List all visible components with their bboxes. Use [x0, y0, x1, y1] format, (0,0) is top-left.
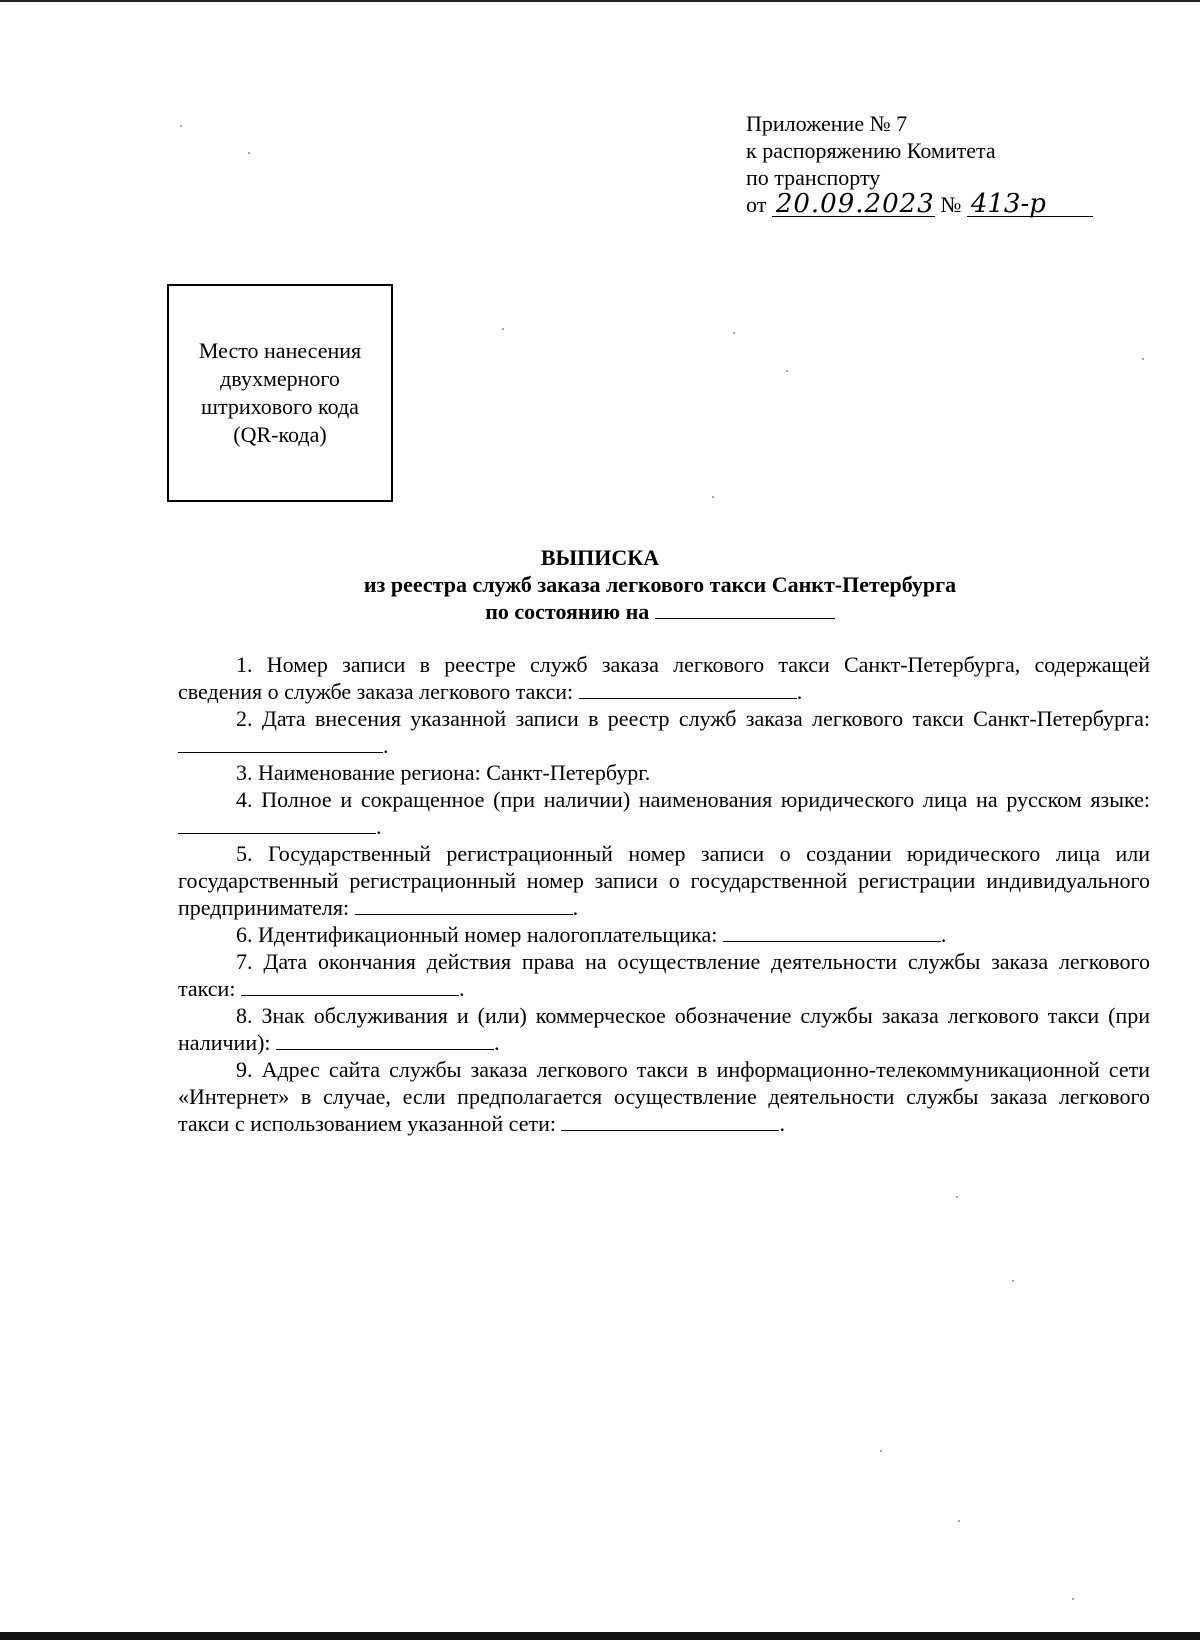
document-body — [178, 651, 1150, 1137]
qr-code-placeholder — [167, 284, 393, 502]
fill-in-blank — [241, 977, 459, 996]
fill-in-blank — [276, 1031, 494, 1050]
fill-in-blank — [579, 680, 797, 699]
item-text: 1. Номер записи в реестре служб заказа легкового такси Санкт-Петербурга, содержащей сведения о службе заказа легкового такси: — [178, 652, 1150, 704]
list-item: 5. Государственный регистрационный номер записи о создании юридического лица или государственный регистрационный номер записи о государственной регистрации индивидуального предпринимателя: . — [178, 841, 1150, 920]
appendix-line-committee: по транспорту — [746, 165, 881, 190]
appendix-line-order: к распоряжению Комитета — [746, 138, 996, 163]
item-text: 7. Дата окончания действия права на осуществление деятельности службы заказа легкового такси: — [178, 949, 1150, 1001]
fill-in-blank — [355, 896, 573, 915]
list-item: 6. Идентификационный номер налогоплательщика: . — [236, 922, 947, 947]
qr-placeholder-line: двухмерного — [220, 366, 340, 391]
list-item: 7. Дата окончания действия права на осуществление деятельности службы заказа легкового такси: . — [178, 949, 1150, 1001]
document-subtitle: из реестра служб заказа легкового такси Санкт-Петербурга — [363, 572, 957, 597]
scan-speck — [880, 1450, 882, 1452]
scan-speck — [1012, 1280, 1014, 1282]
scan-speck — [958, 1520, 960, 1522]
number-label: № — [940, 192, 962, 217]
scan-speck — [180, 125, 182, 127]
page-top-border — [0, 0, 1200, 2]
from-label: от — [746, 192, 767, 217]
as-of-date-blank — [655, 600, 835, 619]
fill-in-blank — [178, 734, 383, 753]
fill-in-blank — [561, 1112, 779, 1131]
item-text: 5. Государственный регистрационный номер записи о создании юридического лица или государственный регистрационный номер записи о государственной регистрации индивидуального предпринимателя: — [178, 841, 1150, 920]
scan-speck — [1142, 358, 1144, 360]
list-item — [178, 759, 1150, 786]
list-item: 4. Полное и сокращенное (при наличии) наименования юридического лица на русском языке: . — [178, 786, 1150, 840]
appendix-date-row — [746, 191, 1093, 218]
qr-placeholder-line: Место нанесения — [198, 338, 362, 363]
qr-placeholder-line: штрихового кода — [201, 394, 359, 419]
item-text: 6. Идентификационный номер налогоплательщика: — [236, 922, 718, 947]
as-of-line — [60, 598, 1200, 625]
page-bottom-border — [0, 1632, 1200, 1640]
handwritten-date: 20.09.2023 — [772, 192, 935, 217]
appendix-title: Приложение № 7 — [746, 111, 908, 136]
scan-speck — [1072, 1598, 1074, 1600]
handwritten-number: 413-р — [967, 192, 1093, 217]
item-text: 4. Полное и сокращенное (при наличии) наименования юридического лица на русском языке: — [236, 787, 1150, 812]
item-text: 9. Адрес сайта службы заказа легкового такси в информационно-телекоммуникационной сети «Интернет» в случае, если предполагается осуществление деятельности службы заказа легкового такси с использованием указанной сети: — [178, 1057, 1150, 1136]
qr-placeholder-line: (QR-кода) — [233, 422, 327, 447]
item-text: 2. Дата внесения указанной записи в реестр служб заказа легкового такси Санкт-Петербурга: — [236, 706, 1150, 731]
fill-in-blank — [178, 815, 376, 834]
scan-speck — [248, 152, 250, 154]
document-title: ВЫПИСКА — [540, 545, 660, 570]
scan-speck — [733, 332, 735, 334]
list-item: 2. Дата внесения указанной записи в реестр служб заказа легкового такси Санкт-Петербурга: . — [178, 705, 1150, 759]
appendix-header — [746, 110, 1093, 218]
item-text: 8. Знак обслуживания и (или) коммерческое обозначение службы заказа легкового такси (при наличии): — [178, 1003, 1150, 1055]
item-text: 3. Наименование региона: Санкт-Петербург. — [236, 760, 651, 785]
scan-speck — [786, 370, 788, 372]
list-item: 1. Номер записи в реестре служб заказа легкового такси Санкт-Петербурга, содержащей сведения о службе заказа легкового такси: . — [178, 652, 1150, 704]
scan-speck — [712, 496, 714, 498]
as-of-label: по состоянию на — [485, 599, 650, 624]
list-item: 8. Знак обслуживания и (или) коммерческое обозначение службы заказа легкового такси (при наличии): . — [178, 1003, 1150, 1055]
list-item: 9. Адрес сайта службы заказа легкового такси в информационно-телекоммуникационной сети «Интернет» в случае, если предполагается осуществление деятельности службы заказа легкового такси с использованием указанной сети: . — [178, 1057, 1150, 1136]
fill-in-blank — [723, 923, 941, 942]
scan-speck — [502, 328, 504, 330]
scan-speck — [956, 1196, 958, 1198]
